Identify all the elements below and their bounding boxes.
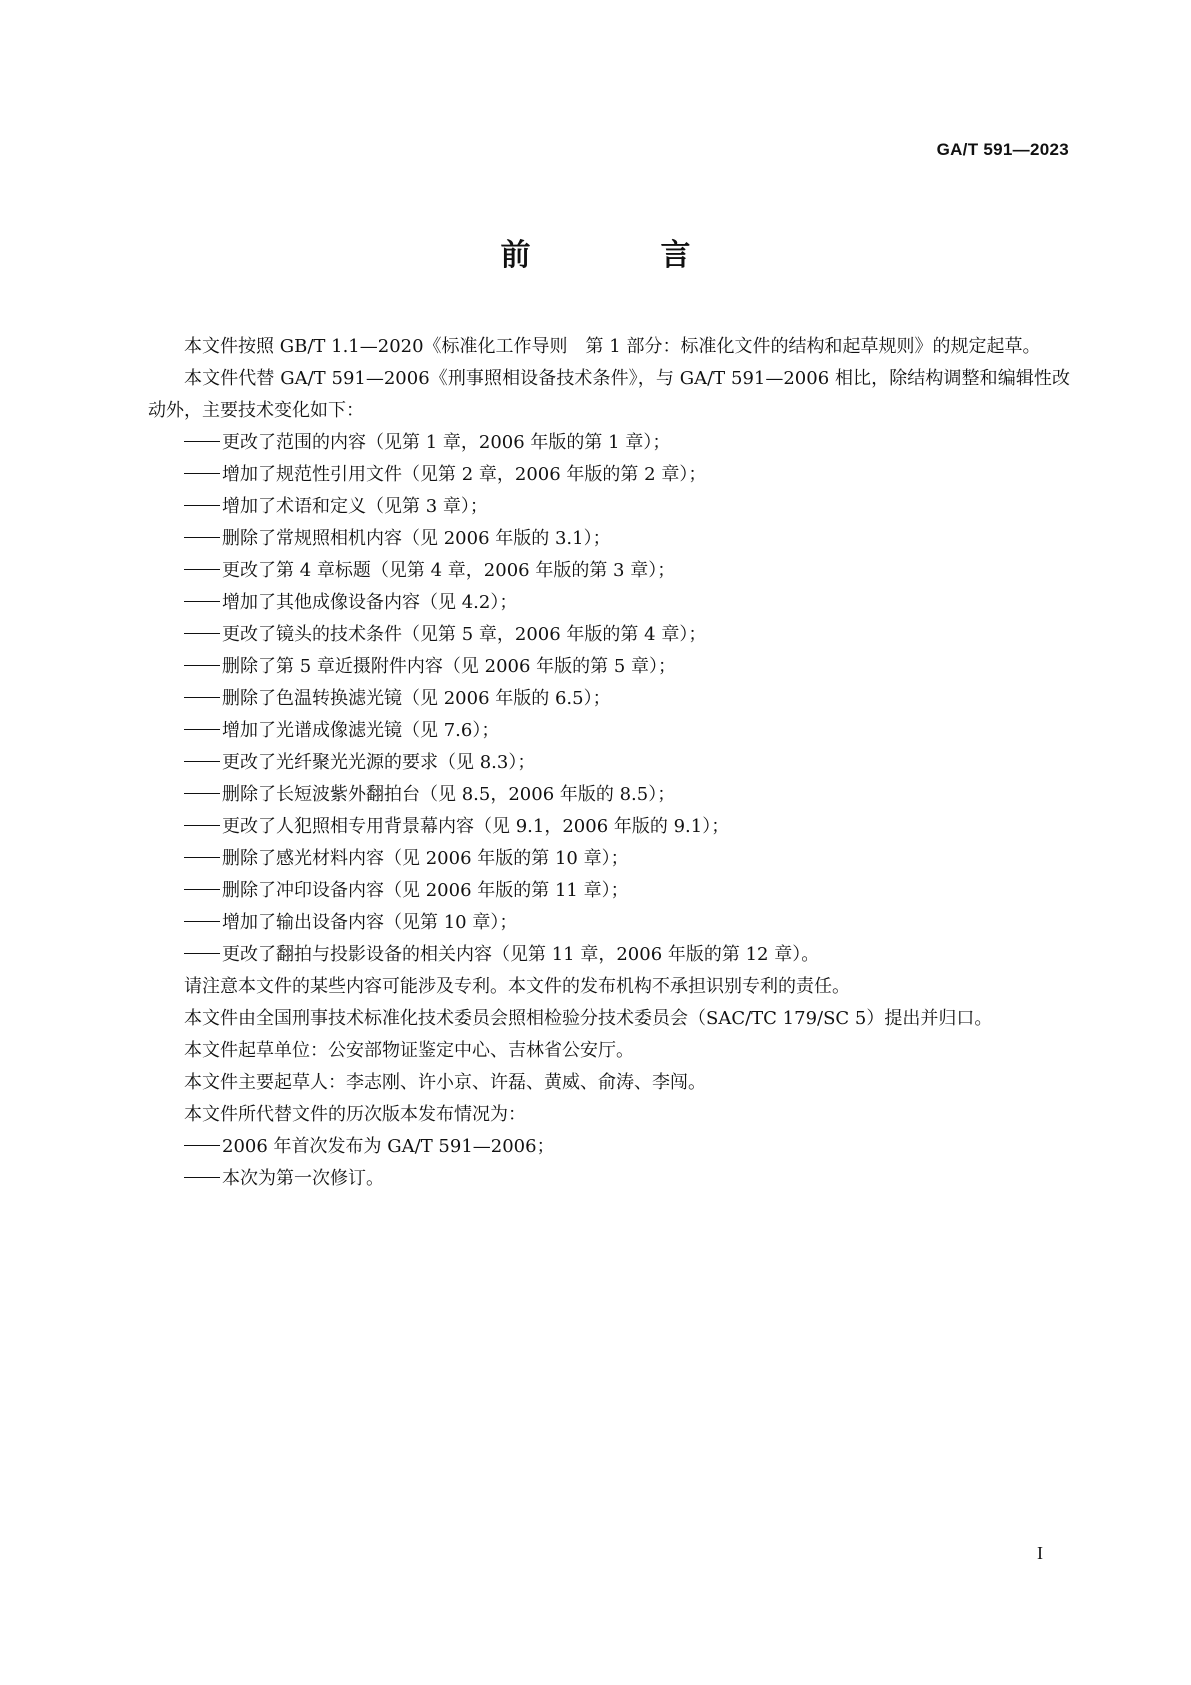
paragraph-drafting-rules: 本文件按照 GB/T 1.1—2020《标准化工作导则 第 1 部分：标准化文件的结构和起草规则》的规定起草。 bbox=[184, 336, 1041, 357]
document-body bbox=[148, 331, 1070, 1195]
paragraph-replacement: 本文件代替 GA/T 591—2006《刑事照相设备技术条件》，与 GA/T 591—2006 相比，除结构调整和编辑性改动外，主要技术变化如下： bbox=[148, 368, 1070, 421]
dash-mark bbox=[184, 633, 220, 634]
dash-mark bbox=[184, 1145, 220, 1146]
dash-mark bbox=[184, 761, 220, 762]
dash-mark bbox=[184, 473, 220, 474]
paragraph-version-history: 本文件所代替文件的历次版本发布情况为： bbox=[184, 1104, 526, 1125]
dash-mark bbox=[184, 601, 220, 602]
list-item: 2006 年首次发布为 GA/T 591—2006； bbox=[148, 1131, 1070, 1163]
paragraph-proposer: 本文件由全国刑事技术标准化技术委员会照相检验分技术委员会（SAC/TC 179/SC 5）提出并归口。 bbox=[184, 1008, 993, 1029]
dash-mark bbox=[184, 537, 220, 538]
paragraph-drafters: 本文件主要起草人：李志刚、许小京、许磊、黄威、俞涛、李闯。 bbox=[184, 1072, 706, 1093]
list-item: 本次为第一次修订。 bbox=[148, 1163, 1070, 1195]
dash-mark bbox=[184, 889, 220, 890]
list-item: 删除了冲印设备内容（见 2006 年版的第 11 章）； bbox=[148, 875, 1070, 907]
list-item: 增加了术语和定义（见第 3 章）； bbox=[148, 491, 1070, 523]
paragraph-patent-notice: 请注意本文件的某些内容可能涉及专利。本文件的发布机构不承担识别专利的责任。 bbox=[184, 976, 850, 997]
dash-mark bbox=[184, 665, 220, 666]
list-item: 更改了光纤聚光光源的要求（见 8.3）； bbox=[148, 747, 1070, 779]
dash-mark bbox=[184, 505, 220, 506]
list-item: 增加了规范性引用文件（见第 2 章，2006 年版的第 2 章）； bbox=[148, 459, 1070, 491]
list-item: 更改了第 4 章标题（见第 4 章，2006 年版的第 3 章）； bbox=[148, 555, 1070, 587]
list-item: 删除了长短波紫外翻拍台（见 8.5，2006 年版的 8.5）； bbox=[148, 779, 1070, 811]
page-number: I bbox=[1037, 1543, 1043, 1563]
list-item: 更改了人犯照相专用背景幕内容（见 9.1，2006 年版的 9.1）； bbox=[148, 811, 1070, 843]
history-list bbox=[148, 1131, 1070, 1195]
list-item: 增加了其他成像设备内容（见 4.2）； bbox=[148, 587, 1070, 619]
list-item: 增加了光谱成像滤光镜（见 7.6）； bbox=[148, 715, 1070, 747]
list-item: 增加了输出设备内容（见第 10 章）； bbox=[148, 907, 1070, 939]
list-item: 删除了第 5 章近摄附件内容（见 2006 年版的第 5 章）； bbox=[148, 651, 1070, 683]
dash-mark bbox=[184, 857, 220, 858]
dash-mark bbox=[184, 793, 220, 794]
list-item: 删除了色温转换滤光镜（见 2006 年版的 6.5）； bbox=[148, 683, 1070, 715]
changes-list bbox=[148, 427, 1070, 971]
list-item: 更改了范围的内容（见第 1 章，2006 年版的第 1 章）； bbox=[148, 427, 1070, 459]
dash-mark bbox=[184, 825, 220, 826]
dash-mark bbox=[184, 729, 220, 730]
dash-mark bbox=[184, 569, 220, 570]
list-item: 删除了感光材料内容（见 2006 年版的第 10 章）； bbox=[148, 843, 1070, 875]
list-item: 更改了翻拍与投影设备的相关内容（见第 11 章，2006 年版的第 12 章）。 bbox=[148, 939, 1070, 971]
page-title: 前 言 bbox=[500, 238, 741, 273]
paragraph-drafting-units: 本文件起草单位：公安部物证鉴定中心、吉林省公安厅。 bbox=[184, 1040, 634, 1061]
dash-mark bbox=[184, 921, 220, 922]
list-item: 更改了镜头的技术条件（见第 5 章，2006 年版的第 4 章）； bbox=[148, 619, 1070, 651]
document-code: GA/T 591—2023 bbox=[936, 140, 1069, 159]
dash-mark bbox=[184, 697, 220, 698]
list-item: 删除了常规照相机内容（见 2006 年版的 3.1）； bbox=[148, 523, 1070, 555]
dash-mark bbox=[184, 441, 220, 442]
dash-mark bbox=[184, 1177, 220, 1178]
dash-mark bbox=[184, 953, 220, 954]
